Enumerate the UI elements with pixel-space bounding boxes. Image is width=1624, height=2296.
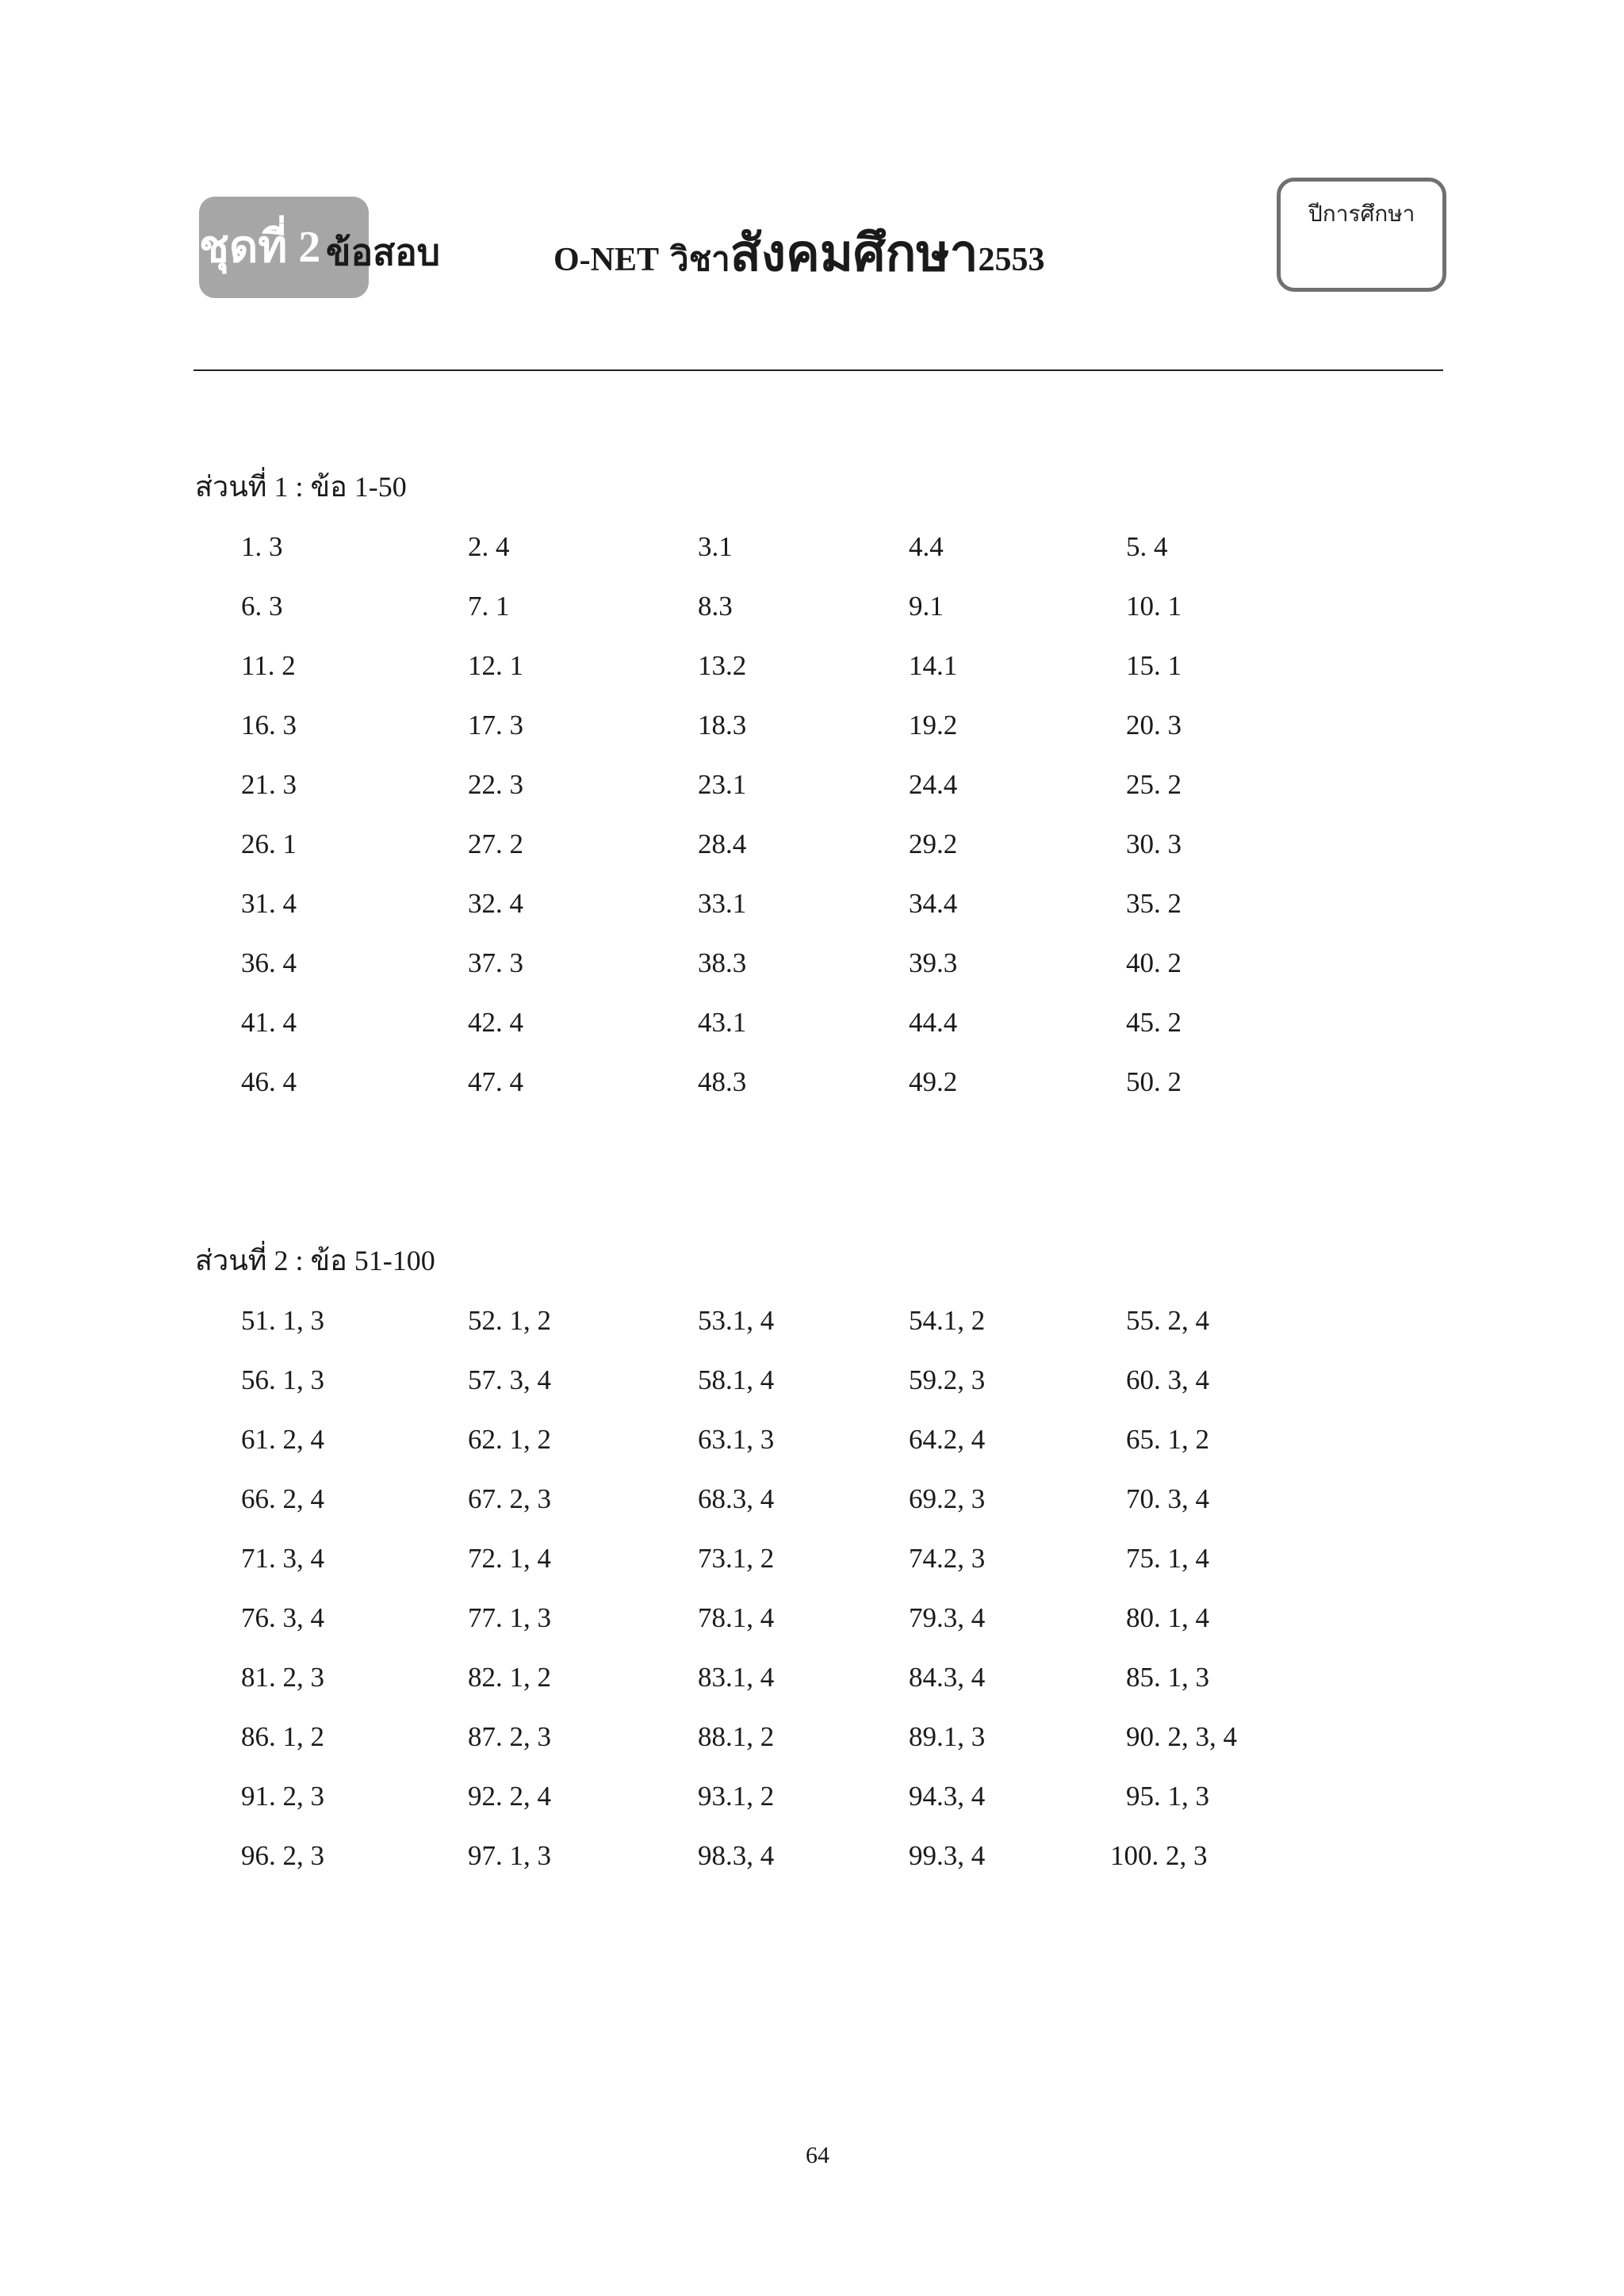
page-number: 64 [806,2142,829,2168]
answer-item: 32. 4 [468,888,523,919]
answer-item: 3.1 [698,531,733,562]
answer-item: 30. 3 [1126,828,1182,859]
subject-name: สังคมศึกษา [730,225,979,281]
answer-item: 63.1, 3 [698,1424,775,1455]
set-label: ชุดที่ 2 [199,223,321,272]
section-2-heading: ส่วนที่ 2 : ข้อ 51-100 [195,1245,435,1276]
answer-item: 18.3 [698,710,747,740]
exam-year: 2553 [978,242,1045,278]
answer-item: 40. 2 [1126,947,1182,978]
answer-item: 98.3, 4 [698,1840,775,1871]
answer-item: 19.2 [909,710,958,740]
answer-item: 70. 3, 4 [1126,1483,1209,1514]
answer-item: 77. 1, 3 [468,1602,551,1633]
answer-item: 80. 1, 4 [1126,1602,1209,1633]
answer-item: 65. 1, 2 [1126,1424,1209,1455]
answer-item: 12. 1 [468,650,523,681]
answer-item: 86. 1, 2 [241,1721,324,1752]
answer-item: 41. 4 [241,1007,297,1038]
answer-item: 10. 1 [1126,591,1182,622]
answer-item: 24.4 [909,769,958,800]
set-tail-label: ข้อสอบ [326,232,440,273]
section-1-heading: ส่วนที่ 1 : ข้อ 1-50 [195,471,407,503]
answer-item: 91. 2, 3 [241,1781,324,1812]
answer-item: 5. 4 [1126,531,1168,562]
answer-item: 56. 1, 3 [241,1364,324,1395]
answer-item: 52. 1, 2 [468,1305,551,1336]
answer-item: 35. 2 [1126,888,1182,919]
answer-item: 75. 1, 4 [1126,1543,1209,1574]
header-divider [193,369,1443,371]
answer-item: 48.3 [698,1066,747,1097]
answer-item: 90. 2, 3, 4 [1126,1721,1237,1752]
answer-item: 9.1 [909,591,944,622]
answer-item: 83.1, 4 [698,1662,775,1693]
answer-item: 97. 1, 3 [468,1840,551,1871]
answer-item: 28.4 [698,828,747,859]
answer-item: 78.1, 4 [698,1602,775,1633]
answer-item: 67. 2, 3 [468,1483,551,1514]
answer-item: 8.3 [698,591,733,622]
answer-item: 82. 1, 2 [468,1662,551,1693]
answer-item: 44.4 [909,1007,958,1038]
answer-item: 88.1, 2 [698,1721,775,1752]
answer-item: 62. 1, 2 [468,1424,551,1455]
answer-item: 7. 1 [468,591,510,622]
answer-item: 95. 1, 3 [1126,1781,1209,1812]
answer-item: 21. 3 [241,769,297,800]
answer-item: 11. 2 [241,650,296,681]
answer-item: 33.1 [698,888,747,919]
answer-item: 14.1 [909,650,958,681]
answer-item: 31. 4 [241,888,297,919]
answer-item: 94.3, 4 [909,1781,986,1812]
answer-item: 72. 1, 4 [468,1543,551,1574]
answer-item: 84.3, 4 [909,1662,986,1693]
exam-title [553,225,1045,281]
academic-year-box [1277,178,1446,292]
exam-name: O-NET [553,242,660,278]
answer-item: 66. 2, 4 [241,1483,324,1514]
answer-item: 26. 1 [241,828,297,859]
answer-item: 15. 1 [1126,650,1182,681]
answer-item: 29.2 [909,828,958,859]
answer-item: 100. 2, 3 [1110,1840,1208,1871]
answer-item: 53.1, 4 [698,1305,775,1336]
answer-item: 76. 3, 4 [241,1602,324,1633]
answer-item: 45. 2 [1126,1007,1182,1038]
answer-item: 99.3, 4 [909,1840,986,1871]
answer-item: 96. 2, 3 [241,1840,324,1871]
answer-item: 60. 3, 4 [1126,1364,1209,1395]
answer-item: 46. 4 [241,1066,297,1097]
answer-item: 49.2 [909,1066,958,1097]
answer-item: 23.1 [698,769,747,800]
answer-item: 68.3, 4 [698,1483,775,1514]
answer-item: 79.3, 4 [909,1602,986,1633]
answer-item: 55. 2, 4 [1126,1305,1209,1336]
answer-item: 39.3 [909,947,958,978]
answer-item: 47. 4 [468,1066,523,1097]
answer-item: 59.2, 3 [909,1364,986,1395]
answer-item: 85. 1, 3 [1126,1662,1209,1693]
answer-item: 2. 4 [468,531,510,562]
academic-year-label: ปีการศึกษา [1308,201,1415,227]
answer-item: 93.1, 2 [698,1781,775,1812]
answer-item: 17. 3 [468,710,523,740]
answer-item: 64.2, 4 [909,1424,986,1455]
answer-item: 61. 2, 4 [241,1424,324,1455]
subject-prefix: วิชา [670,242,730,278]
answer-item: 22. 3 [468,769,523,800]
answer-item: 50. 2 [1126,1066,1182,1097]
answer-item: 74.2, 3 [909,1543,986,1574]
answer-item: 71. 3, 4 [241,1543,324,1574]
answer-item: 27. 2 [468,828,523,859]
answer-item: 42. 4 [468,1007,523,1038]
answer-item: 25. 2 [1126,769,1182,800]
answer-item: 6. 3 [241,591,283,622]
answer-item: 57. 3, 4 [468,1364,551,1395]
answer-item: 1. 3 [241,531,283,562]
answer-item: 54.1, 2 [909,1305,986,1336]
answer-item: 13.2 [698,650,747,681]
answer-item: 69.2, 3 [909,1483,986,1514]
answer-item: 58.1, 4 [698,1364,775,1395]
answer-item: 36. 4 [241,947,297,978]
answer-item: 92. 2, 4 [468,1781,551,1812]
answer-item: 43.1 [698,1007,747,1038]
answer-item: 16. 3 [241,710,297,740]
answer-item: 38.3 [698,947,747,978]
answer-item: 51. 1, 3 [241,1305,324,1336]
answer-item: 81. 2, 3 [241,1662,324,1693]
answer-item: 73.1, 2 [698,1543,775,1574]
answer-item: 4.4 [909,531,944,562]
answer-item: 89.1, 3 [909,1721,986,1752]
answer-item: 87. 2, 3 [468,1721,551,1752]
answer-item: 37. 3 [468,947,523,978]
answer-item: 20. 3 [1126,710,1182,740]
answer-item: 34.4 [909,888,958,919]
